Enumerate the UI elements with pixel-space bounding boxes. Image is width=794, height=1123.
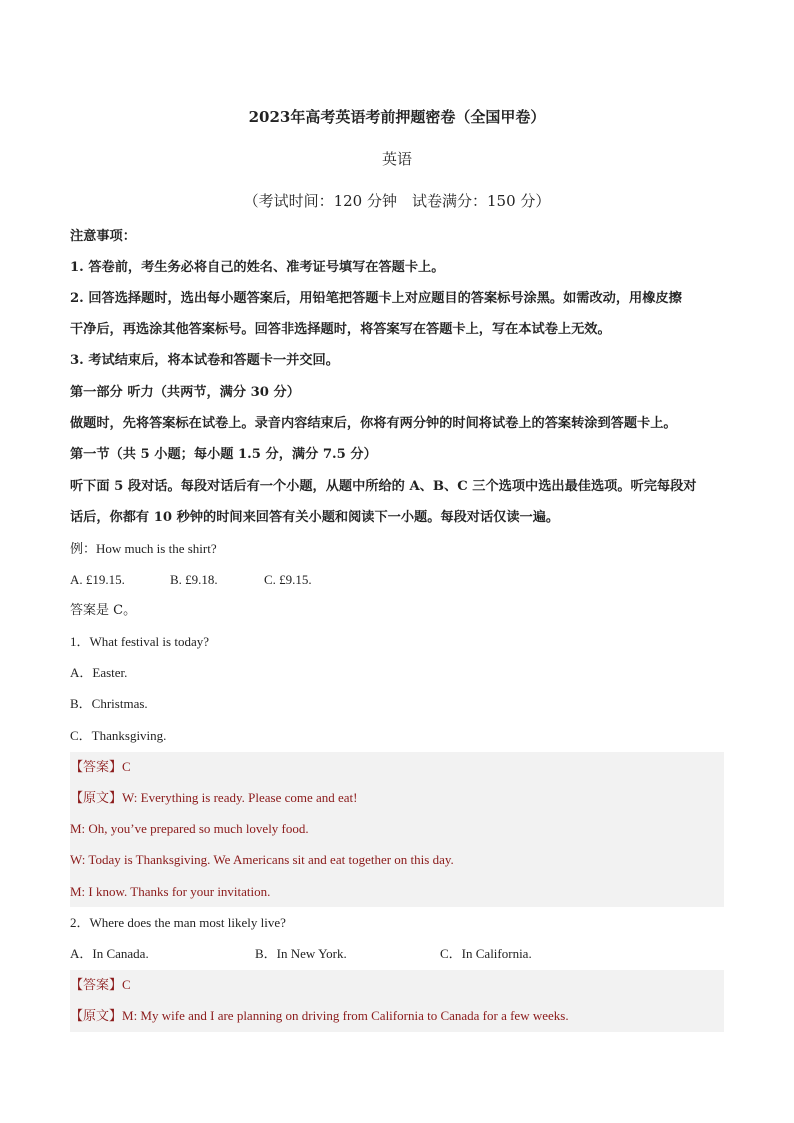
exam-info: （考试时间：120 分钟 试卷满分：150 分） <box>243 192 551 210</box>
exam-title: 2023年高考英语考前押题密卷（全国甲卷） <box>248 108 546 126</box>
note-1: 1. 答卷前，考生务必将自己的姓名、准考证号填写在答题卡上。 <box>70 260 445 275</box>
q2-question: 2．Where does the man most likely live? <box>70 915 286 930</box>
part1-instruction: 做题时，先将答案标在试卷上。录音内容结束后，你将有两分钟的时间将试卷上的答案转涂到答题卡上。 <box>70 416 677 431</box>
example-answer: 答案是 C。 <box>70 603 137 618</box>
q1-question: 1．What festival is today? <box>70 634 209 649</box>
q2-script-line-1 <box>70 1007 569 1025</box>
q1-script-line-1 <box>70 789 358 807</box>
q1-script-line-4: M: I know. Thanks for your invitation. <box>70 884 271 899</box>
section1-heading: 第一节（共 5 小题；每小题 1.5 分，满分 7.5 分） <box>70 447 377 462</box>
note-2-line-1: 2. 回答选择题时，选出每小题答案后，用铅笔把答题卡上对应题目的答案标号涂黑。如需改动，用橡皮擦 <box>70 291 682 306</box>
example-question: 例：How much is the shirt? <box>70 541 217 556</box>
script-text: M: My wife and I are planning on driving from California to Canada for a few weeks. <box>122 1008 569 1023</box>
script-text: W: Everything is ready. Please come and eat! <box>122 790 358 805</box>
note-2-line-2: 干净后，再选涂其他答案标号。回答非选择题时，将答案写在答题卡上，写在本试卷上无效。 <box>70 322 611 337</box>
q2-options <box>70 945 532 963</box>
answer-value: C <box>122 759 131 774</box>
q1-script-line-2: M: Oh, you’ve prepared so much lovely food. <box>70 821 309 836</box>
section1-instruction-line-1: 听下面 5 段对话。每段对话后有一个小题，从题中所给的 A、B、C 三个选项中选出最佳选项。听完每段对 <box>70 479 697 494</box>
answer-label: 【答案】 <box>70 759 123 774</box>
example-option-b: B. £9.18. <box>170 572 218 587</box>
q1-option-b: B．Christmas. <box>70 696 148 711</box>
part1-heading: 第一部分 听力（共两节，满分 30 分） <box>70 385 300 400</box>
answer-label: 【答案】 <box>70 977 123 992</box>
q2-option-b: B．In New York. <box>255 946 347 961</box>
notes-heading: 注意事项： <box>70 229 136 244</box>
q1-answer <box>70 758 131 776</box>
example-options <box>70 571 312 589</box>
q1-option-a: A．Easter. <box>70 665 128 680</box>
script-label: 【原文】 <box>70 1008 123 1023</box>
section1-instruction-line-2: 话后，你都有 10 秒钟的时间来回答有关小题和阅读下一小题。每段对话仅读一遍。 <box>70 510 560 525</box>
q1-option-c: C．Thanksgiving. <box>70 728 167 743</box>
subject-title: 英语 <box>381 150 412 168</box>
q1-answer-block <box>70 752 724 907</box>
q2-option-a: A．In Canada. <box>70 946 149 961</box>
q2-answer <box>70 976 131 994</box>
example-option-a: A. £19.15. <box>70 572 125 587</box>
q2-answer-block <box>70 970 724 1032</box>
note-3: 3. 考试结束后，将本试卷和答题卡一并交回。 <box>70 353 339 368</box>
q1-script-line-3: W: Today is Thanksgiving. We Americans sit and eat together on this day. <box>70 852 454 867</box>
script-label: 【原文】 <box>70 790 123 805</box>
answer-value: C <box>122 977 131 992</box>
q2-option-c: C．In California. <box>440 946 532 961</box>
example-option-c: C. £9.15. <box>264 572 312 587</box>
